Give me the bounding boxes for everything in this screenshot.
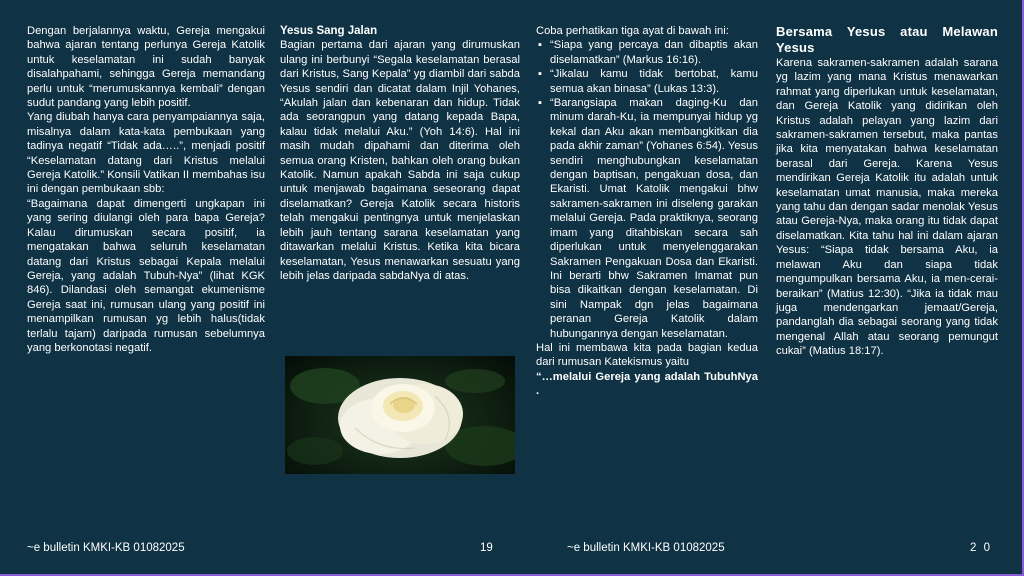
verse-item: ▪ “Jikalau kamu tidak bertobat, kamu semua akan binasa” (Lukas 13:3). — [536, 67, 758, 96]
column-3 — [536, 24, 758, 399]
footer-right-label: ~e bulletin KMKI-KB 01082025 — [567, 542, 725, 554]
column-4 — [776, 24, 998, 359]
rose-illustration — [285, 356, 515, 474]
verse-item: ▪ “Siapa yang percaya dan dibaptis akan diselamatkan” (Markus 16:16). — [536, 38, 758, 67]
col3-paragraph-2: Hal ini membawa kita pada bagian kedua dari rumusan Katekismus yaitu — [536, 341, 758, 369]
col1-paragraph-3: “Bagaimana dapat dimengerti ungkapan ini yang sering diulangi oleh para bapa Gereja? Kalau dirumuskan secara positif, ia mengatakan bahwa seluruh keselamatan datang dari Kristus sebagai Kepala melalui Gereja, yang adalah Tubuh-Nya” (lihat KGK 846). Dilandasi oleh semangat ekumenisme Gereja saat ini, rumusan ulang yang positif ini menampilkan rumusan yg lebih halus(tidak terlalu tajam) daripada rumusan sebelumnya yang berkonotasi negatif. — [27, 197, 265, 354]
col3-bold-quote: “…melalui Gereja yang adalah TubuhNya . — [536, 370, 758, 398]
col4-paragraph-1: Karena sakramen-sakramen adalah sarana yg lazim yang mana Kristus menawarkan rahmat yang diperlukan untuk keselamatan, dan Gereja Katolik yang didirikan oleh Kristus adalah pelayan yang lazim dari sakramen-sakramen tersebut, maka pantas jika kita menyatakan bahwa keselamatan berasal dari Gereja. Karena Yesus mendirikan Gereja Katolik itu adalah untuk keselamatan umat manusia, maka mereka yang tahu dan dengan sadar menolak Yesus atau Gereja-Nya, maka orang itu tidak dapat diselamatkan. Kita tahu hal ini dalam ajaran Yesus: “Siapa tidak bersama Aku, ia melawan Aku dan siapa tidak mengumpulkan bersama Aku, ia men-cerai-beraikan” (Matius 12:30). “Jika ia tidak mau juga mendengarkan jemaat/Gereja, pandanglah dia sebagai seorang yang tidak mengenal Allah atau seorang pemungut cukai” (Matius 18:17). — [776, 57, 998, 358]
section-heading-bersama-yesus: Bersama Yesus atau Melawan Yesus — [776, 24, 998, 55]
footer-right-page-number: 2 0 — [970, 542, 992, 554]
col1-paragraph-1: Dengan berjalannya waktu, Gereja mengakui bahwa ajaran tentang perlunya Gereja Katolik untuk keselamatan ini sudah banyak disalahpahami, sehingga Gereja memandang perlu untuk “merumuskannya kembali” dengan sudut pandang yang lebih positif. — [27, 25, 265, 110]
footer-left-label: ~e bulletin KMKI-KB 01082025 — [27, 542, 185, 554]
section-heading-yesus-sang-jalan: Yesus Sang Jalan — [280, 25, 378, 37]
column-2 — [280, 24, 520, 283]
verse-list — [536, 38, 758, 341]
white-rose-image — [285, 356, 515, 474]
verse-item: ▪ “Barangsiapa makan daging-Ku dan minum darah-Ku, ia mempunyai hidup yg kekal dan Aku akan membangkitkan dia pada akhir zaman” (Yohanes 6:54). Yesus sendiri menghubungkan keselamatan dengan baptisan, pengakuan dosa, dan Ekaristi. Umat Katolik mengakui bhw sakramen-sakramen ini diseleng garakan melalui Gereja. Pada praktiknya, seorang imam yang ditahbiskan secara sah diperlukan untuk menyelenggarakan Sakramen Pengakuan Dosa dan Ekaristi. Ini berarti bhw Sakramen Imamat pun bisa dikaitkan dengan keselamatan. Di sini Nampak dgn jelas bagaimana peranan Gereja Katolik dalam hubungannya dengan keselamatan. — [536, 96, 758, 341]
verses-intro: Coba perhatikan tiga ayat di bawah ini: — [536, 25, 729, 37]
footer-left-page-number: 19 — [480, 542, 493, 554]
col1-paragraph-2: Yang diubah hanya cara penyampaiannya saja, misalnya dalam kata-kata pembukaan yang tadinya negatif “Tidak ada…..”, menjadi positif “Keselamatan datang dari Kristus melalui Gereja Katolik.” Konsili Vatikan II membahas isu ini dengan pembukaan sbb: — [27, 111, 265, 196]
col2-paragraph-1: Bagian pertama dari ajaran yang dirumuskan ulang ini berbunyi “Segala keselamatan berasal dari Kristus, Sang Kepala” yg diambil dari sabda Yesus sendiri dan dicatat dalam Injil Yohanes, “Akulah jalan dan kebenaran dan hidup. Tidak ada seorangpun yang datang kepada Bapa, kalau tidak melalui Aku.” (Yoh 14:6). Hal ini masih mudah dipahami dan diterima oleh semua orang Kristen, bahkan oleh orang bukan Katolik. Namun apakah Sabda ini saja cukup untuk menjawab bagaimana seseorang dapat diselamatkan? Gereja Katolik secara historis telah mengakui pentingnya untuk menjelaskan lebih jauh tentang sarana keselamatan yang ditawarkan melalui Kristus. Ketika kita bicara keselamatan, Yesus menawarkan sesuatu yang lebih jelas daripada sabdaNya di atas. — [280, 39, 520, 282]
column-1 — [27, 24, 265, 355]
